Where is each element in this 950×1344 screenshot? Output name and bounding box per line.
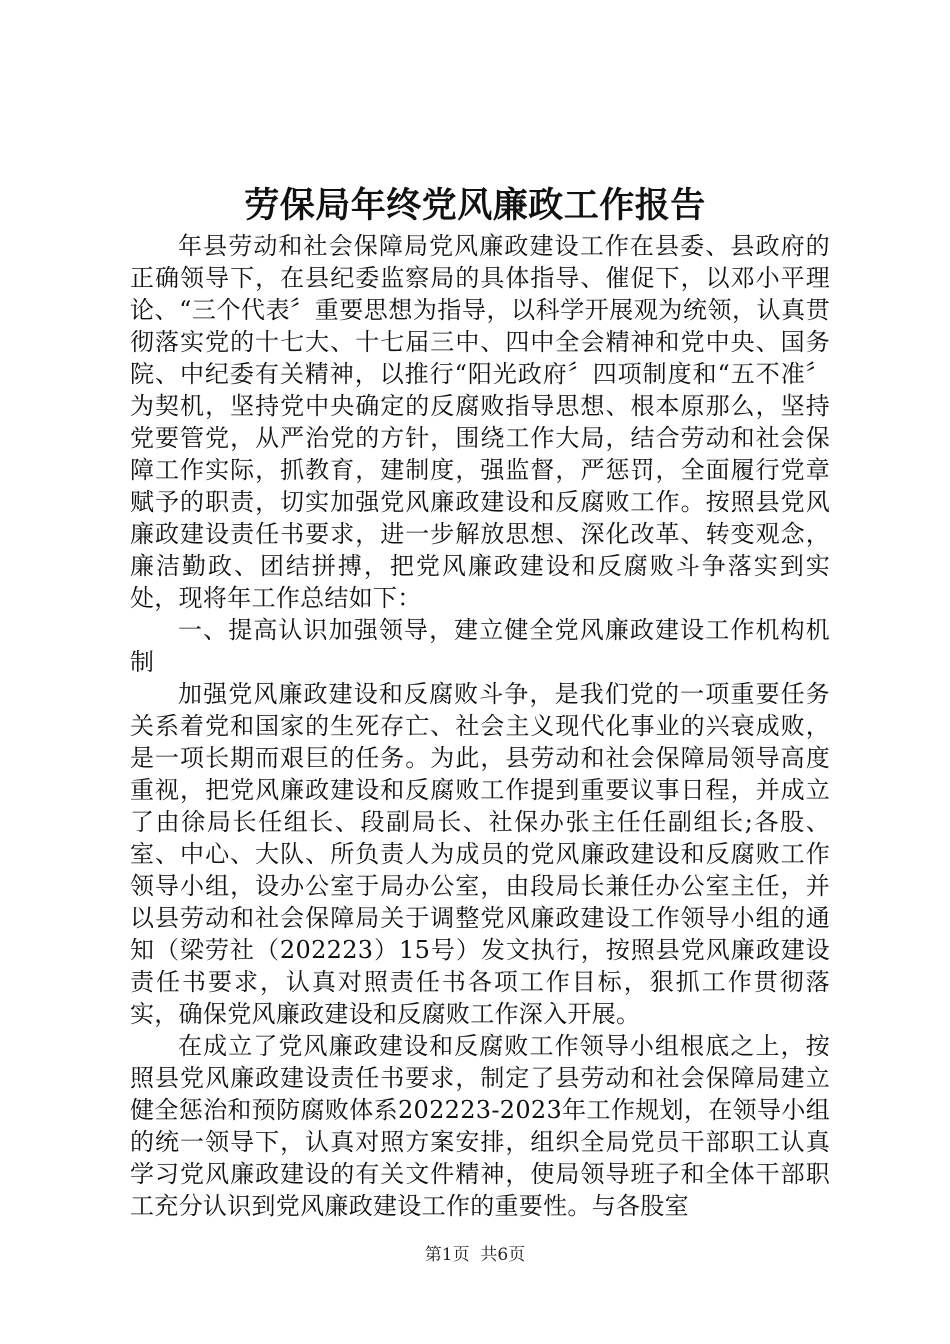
section-heading-1: 一、提高认识加强领导，建立健全党风廉政建设工作机构机制 (130, 616, 830, 676)
page-number: 第1页 (424, 1245, 470, 1265)
paragraph-section-1-b: 在成立了党风廉政建设和反腐败工作领导小组根底之上，按照县党风廉政建设责任书要求，制定了县劳动和社会保障局建立健全惩治和预防腐败体系202223-2023年工作规划，在领导小组的统一领导下，认真对照方案安排，组织全局党员干部职工认真学习党风廉政建设的有关文件精神，使局领导班子和全体干部职工充分认识到党风廉政建设工作的重要性。与各股室 (130, 1032, 830, 1220)
document-title: 劳保局年终党风廉政工作报告 (244, 185, 706, 226)
paragraph-intro: 年县劳动和社会保障局党风廉政建设工作在县委、县政府的正确领导下，在县纪委监察局的具体指导、催促下，以邓小平理论、“三个代表〞重要思想为指导，以科学开展观为统领，认真贯彻落实党的十七大、十七届三中、四中全会精神和党中央、国务院、中纪委有关精神，以推行“阳光政府〞四项制度和“五不准〞为契机，坚持党中央确定的反腐败指导思想、根本原那么，坚持党要管党，从严治党的方针，围绕工作大局，结合劳动和社会保障工作实际，抓教育，建制度，强监督，严惩罚，全面履行党章赋予的职责，切实加强党风廉政建设和反腐败工作。按照县党风廉政建设责任书要求，进一步解放思想、深化改革、转变观念，廉洁勤政、团结拼搏，把党风廉政建设和反腐败斗争落实到实处，现将年工作总结如下： (130, 232, 830, 612)
page-total: 共6页 (480, 1245, 526, 1265)
page-footer (0, 1243, 950, 1267)
document-body (130, 230, 830, 1222)
paragraph-section-1-a: 加强党风廉政建设和反腐败斗争，是我们党的一项重要任务关系着党和国家的生死存亡、社会主义现代化事业的兴衰成败，是一项长期而艰巨的任务。为此，县劳动和社会保障局领导高度重视，把党风廉政建设和反腐败工作提到重要议事日程，并成立了由徐局长任组长、段副局长、社保办张主任任副组长;各股、室、中心、大队、所负责人为成员的党风廉政建设和反腐败工作领导小组，设办公室于局办公室，由段局长兼任办公室主任，并以县劳动和社会保障局关于调整党风廉政建设工作领导小组的通知（梁劳社（202223）15号）发文执行，按照县党风廉政建设责任书要求，认真对照责任书各项工作目标，狠抓工作贯彻落实，确保党风廉政建设和反腐败工作深入开展。 (130, 680, 830, 1028)
